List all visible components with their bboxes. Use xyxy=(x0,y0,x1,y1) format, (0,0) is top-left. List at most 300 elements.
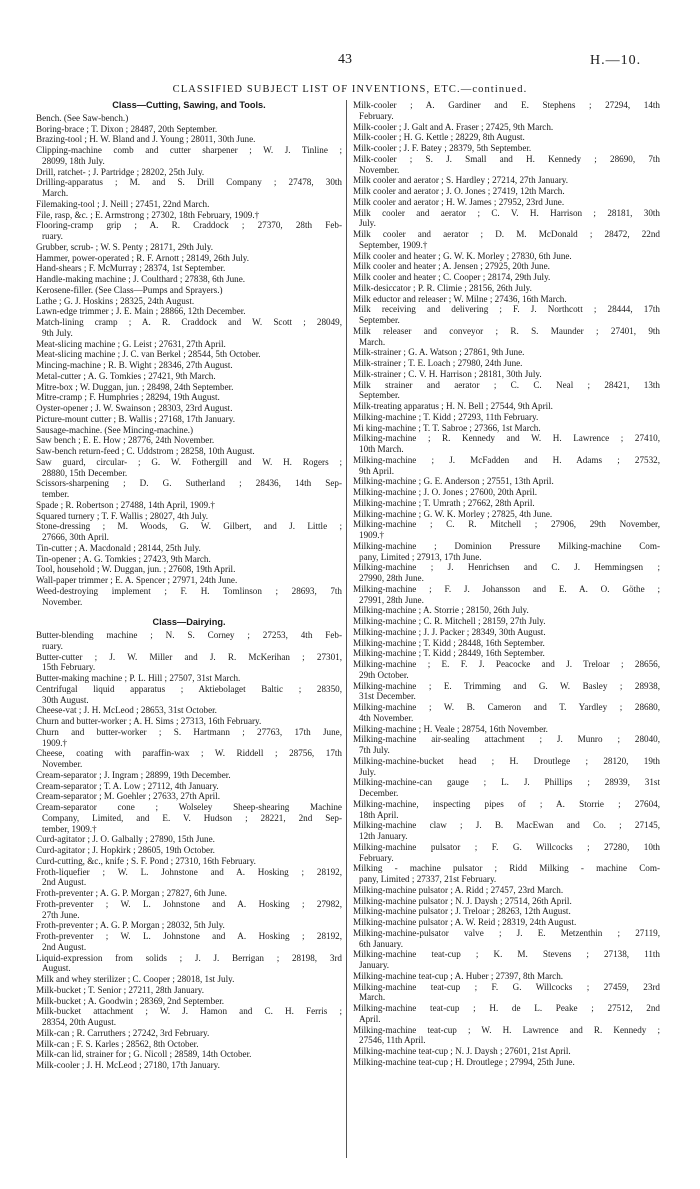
entry-line: Milking-machine ; G. W. K. Morley ; 27825, 4th June. xyxy=(353,508,553,519)
entry-line: Milk cooler and aerator ; H. W. James ; 27952, 23rd June. xyxy=(353,196,565,207)
entry-line: Spade ; R. Robertson ; 27488, 14th April, 1909.† xyxy=(36,499,215,510)
entry-line: Sausage-machine. (See Mincing-machine.) xyxy=(36,424,194,435)
list-entry xyxy=(36,1006,342,1028)
entry-line: Saw guard, circular- ; G. W. Fothergill and W. H. Rogers ; xyxy=(36,456,342,467)
list-entry xyxy=(353,799,660,821)
list-entry xyxy=(353,358,660,369)
list-entry xyxy=(36,705,342,716)
list-entry xyxy=(36,199,342,210)
entry-line: Butter-making machine ; P. L. Hill ; 27507, 31st March. xyxy=(36,673,241,683)
list-entry xyxy=(353,1003,660,1025)
list-entry xyxy=(353,509,660,520)
list-entry xyxy=(36,446,342,457)
entry-line: September. xyxy=(359,315,400,325)
entry-line: November. xyxy=(359,164,400,175)
list-entry xyxy=(353,971,660,982)
entry-line: Milking-machine ; J. Henrichsen and C. J. Hemmingsen ; xyxy=(353,562,660,573)
list-entry xyxy=(36,554,342,565)
entry-line: Cream-separator ; J. Ingram ; 28899, 19th December. xyxy=(36,769,231,780)
entry-line: Milk receiving and delivering ; F. J. Northcott ; 28444, 17th xyxy=(353,304,660,315)
entry-line: Milking-machine ; E. F. J. Peacocke and J. Treloar ; 28656, xyxy=(353,659,660,669)
entry-line: Milking-machine pulsator ; F. G. Willcocks ; 27280, 10th xyxy=(353,841,660,852)
entry-line: Milking-machine teat-cup ; K. M. Stevens ; 27138, 11th xyxy=(353,949,660,960)
list-entry xyxy=(353,616,660,627)
entry-line: Milk-cooler ; J. Galt and A. Fraser ; 27425, 9th March. xyxy=(353,121,554,132)
list-entry xyxy=(353,369,660,380)
list-entry xyxy=(36,888,342,899)
list-entry xyxy=(36,177,342,199)
page-title: CLASSIFIED SUBJECT LIST OF INVENTIONS, ETC.—continued. xyxy=(172,84,528,95)
list-entry xyxy=(353,326,660,348)
entry-line: Curd-cutting, &c., knife ; S. F. Pond ; 27310, 16th February. xyxy=(36,855,256,866)
entry-line: 27546, 11th April. xyxy=(359,1035,426,1046)
entry-line: Milk-can lid, strainer for ; G. Nicoll ; 28589, 14th October. xyxy=(36,1049,252,1060)
entry-line: ruary. xyxy=(42,640,63,651)
entry-line: Match-lining cramp ; A. R. Craddock and W. Scott ; 28049, xyxy=(36,317,342,327)
entry-line: Milk-bucket attachment ; W. J. Hamon and C. H. Ferris ; xyxy=(36,1006,342,1017)
list-entry xyxy=(36,113,342,124)
list-entry xyxy=(36,414,342,425)
list-entry xyxy=(36,985,342,996)
list-entry xyxy=(36,1039,342,1050)
list-entry xyxy=(353,734,660,756)
list-entry xyxy=(36,867,342,889)
entry-line: Milking-machine ; J. O. Jones ; 27600, 20th April. xyxy=(353,487,538,497)
entry-line: Scissors-sharpening ; D. G. Sutherland ; 28436, 14th Sep- xyxy=(36,478,342,489)
entry-line: Froth-preventer ; A. G. P. Morgan ; 28032, 5th July. xyxy=(36,920,225,931)
list-entry xyxy=(353,433,660,455)
entry-line: Filemaking-tool ; J. Neill ; 27451, 22nd March. xyxy=(36,198,210,209)
section-heading: Class—Dairying. xyxy=(152,617,226,628)
list-entry xyxy=(353,487,660,498)
list-entry xyxy=(353,896,660,907)
entry-line: August. xyxy=(42,963,71,974)
entry-line: pany, Limited ; 27337, 21st February. xyxy=(359,874,497,884)
entry-line: 15th February. xyxy=(42,662,96,673)
list-entry xyxy=(353,1057,660,1068)
list-entry xyxy=(36,543,342,554)
list-entry xyxy=(353,928,660,950)
entry-line: Milking-machine ; J. J. Packer ; 28349, 30th August. xyxy=(353,626,546,637)
list-entry xyxy=(36,500,342,511)
list-entry xyxy=(36,339,342,350)
entry-line: Tool, household ; W. Duggan, jun. ; 27608, 19th April. xyxy=(36,564,236,575)
entry-line: Milk-strainer ; C. V. H. Harrison ; 28181, 30th July. xyxy=(353,368,542,379)
entry-line: Stone-dressing ; M. Woods, G. W. Gilbert, and J. Little ; xyxy=(36,521,342,532)
entry-line: 28354, 20th August. xyxy=(42,1017,117,1027)
entry-line: Milk-bucket ; T. Senior ; 27211, 28th January. xyxy=(36,984,205,995)
list-entry xyxy=(36,802,342,834)
entry-line: Hammer, power-operated ; R. F. Arnott ; 28149, 26th July. xyxy=(36,252,250,263)
list-entry xyxy=(353,885,660,896)
right-column xyxy=(353,100,660,1068)
list-entry xyxy=(353,175,660,186)
list-entry xyxy=(353,562,660,584)
entry-line: Froth-preventer ; A. G. P. Morgan ; 27827, 6th June. xyxy=(36,888,227,898)
entry-line: 30th August. xyxy=(42,694,89,705)
list-entry xyxy=(36,673,342,684)
entry-line: July. xyxy=(359,766,376,777)
entry-line: Meat-slicing machine ; J. C. van Berkel ; 28544, 5th October. xyxy=(36,349,261,360)
entry-line: Milk releaser and conveyor ; R. S. Maunder ; 27401, 9th xyxy=(353,325,660,336)
entry-line: tember. xyxy=(42,489,70,499)
entry-line: Cream-separator ; T. A. Low ; 27112, 4th January. xyxy=(36,780,219,791)
entry-line: Milk-cooler ; J. F. Batey ; 28379, 5th September. xyxy=(353,143,532,153)
entry-line: Lawn-edge trimmer ; J. E. Main ; 28866, 12th December. xyxy=(36,306,246,317)
entry-line: Milk-cooler ; H. G. Kettle ; 28229, 8th August. xyxy=(353,132,525,143)
entry-line: Milk-cooler ; A. Gardiner and E. Stephens ; 27294, 14th xyxy=(353,100,660,110)
list-entry xyxy=(36,521,342,543)
entry-line: 9th April. xyxy=(359,465,394,476)
entry-line: Curd-agitator ; J. O. Galbally ; 27890, 15th June. xyxy=(36,834,215,845)
entry-line: 1909.† xyxy=(359,530,385,540)
entry-line: Milk cooler and aerator ; J. O. Jones ; 27419, 12th March. xyxy=(353,186,565,196)
list-entry xyxy=(36,1060,342,1071)
list-entry xyxy=(353,304,660,326)
list-entry xyxy=(353,756,660,778)
list-entry xyxy=(36,478,342,500)
entry-line: Milk-desiccator ; P. R. Climie ; 28156, 26th July. xyxy=(353,282,532,293)
entry-line: Mitre-cramp ; F. Humphries ; 28294, 19th August. xyxy=(36,392,220,403)
list-entry xyxy=(353,347,660,358)
list-entry xyxy=(353,724,660,735)
entry-line: Milk cooler and heater ; A. Jensen ; 27925, 20th June. xyxy=(353,261,550,272)
list-entry xyxy=(36,511,342,522)
entry-line: Centrifugal liquid apparatus ; Aktiebolaget Baltic ; 28350, xyxy=(36,683,342,694)
entry-line: Froth-preventer ; W. L. Johnstone and A. Hosking ; 28192, xyxy=(36,931,342,941)
entry-line: Cheese, coating with paraffin-wax ; W. Riddell ; 28756, 17th xyxy=(36,748,342,759)
list-entry xyxy=(36,856,342,867)
entry-line: Boring-brace ; T. Dixon ; 28487, 20th September. xyxy=(36,123,218,134)
entry-line: September, 1909.† xyxy=(359,239,428,250)
entry-line: 10th March. xyxy=(359,444,404,454)
list-entry xyxy=(353,541,660,563)
list-entry xyxy=(36,242,342,253)
list-entry xyxy=(353,648,660,659)
list-entry xyxy=(353,186,660,197)
list-entry xyxy=(353,261,660,272)
entry-line: 18th April. xyxy=(359,809,399,820)
list-entry xyxy=(36,145,342,167)
list-entry xyxy=(36,845,342,856)
entry-line: Company, Limited, and E. V. Hudson ; 28221, 2nd Sep- xyxy=(42,812,342,823)
entry-line: Milking-machine teat-cup ; N. J. Daysh ; 27601, 21st April. xyxy=(353,1046,571,1056)
entry-line: Milking-machine ; W. B. Cameron and T. Yardley ; 28680, xyxy=(353,702,660,712)
entry-line: Squared turnery ; T. F. Wallis ; 28027, 4th July. xyxy=(36,510,209,521)
list-entry xyxy=(353,702,660,724)
list-entry xyxy=(36,285,342,296)
entry-line: Milk-strainer ; G. A. Watson ; 27861, 9th June. xyxy=(353,347,525,358)
entry-line: Milking-machine-bucket head ; H. Droutlege ; 28120, 19th xyxy=(353,755,660,766)
entry-line: February. xyxy=(359,852,394,863)
entry-line: 28099, 18th July. xyxy=(42,155,105,166)
entry-line: Froth-preventer ; W. L. Johnstone and A. Hosking ; 27982, xyxy=(36,898,342,909)
entry-line: Weed-destroying implement ; F. H. Tomlinson ; 28693, 7th xyxy=(36,585,342,596)
entry-line: Milking-machine teat-cup ; H. de L. Peake ; 27512, 2nd xyxy=(353,1003,660,1013)
entry-line: Meat-slicing machine ; G. Leist ; 27631, 27th April. xyxy=(36,338,226,349)
list-entry xyxy=(353,584,660,606)
entry-line: Grubber, scrub- ; W. S. Penty ; 28171, 29th July. xyxy=(36,241,213,252)
entry-line: Milking-machine ; T. Kidd ; 27293, 11th February. xyxy=(353,411,539,422)
entry-line: ruary. xyxy=(42,231,63,241)
left-column xyxy=(36,100,342,1071)
entry-line: Cheese-vat ; J. H. McLeod ; 28653, 31st October. xyxy=(36,705,217,716)
entry-line: Cream-separator cone ; Wolseley Sheep-shearing Machine xyxy=(36,802,342,812)
entry-line: Oyster-opener ; J. W. Swainson ; 28303, 23rd August. xyxy=(36,403,233,413)
entry-line: Clipping-machine comb and cutter sharpener ; W. J. Tinline ; xyxy=(36,145,342,155)
entry-line: Milk-can ; F. S. Karles ; 28562, 8th October. xyxy=(36,1038,199,1049)
list-entry xyxy=(36,791,342,802)
list-entry xyxy=(353,401,660,412)
list-entry xyxy=(36,220,342,242)
list-entry xyxy=(353,100,660,122)
entry-line: Milking-machine pulsator ; A. Ridd ; 27457, 23rd March. xyxy=(353,884,564,895)
entry-line: Milking-machine ; C. R. Mitchell ; 27906, 29th November, xyxy=(353,519,660,530)
entry-line: Froth-liquefier ; W. L. Johnstone and A. Hosking ; 28192, xyxy=(36,866,342,877)
entry-line: Churn and butter-worker ; A. H. Sims ; 27313, 16th February. xyxy=(36,716,262,726)
entry-line: March. xyxy=(359,336,386,347)
list-entry xyxy=(36,403,342,414)
entry-line: Metal-cutter ; A. G. Tomkies ; 27421, 9th March. xyxy=(36,370,216,381)
entry-line: December. xyxy=(359,788,399,798)
entry-line: 27666, 30th April. xyxy=(42,532,109,542)
list-entry xyxy=(353,197,660,208)
list-entry xyxy=(36,124,342,135)
list-entry xyxy=(36,630,342,652)
entry-line: Milk cooler and aerator ; D. M. McDonald ; 28472, 22nd xyxy=(353,229,660,239)
list-entry xyxy=(36,716,342,727)
entry-line: Milking-machine teat-cup ; W. H. Lawrence and R. Kennedy ; xyxy=(353,1024,660,1035)
list-entry xyxy=(353,519,660,541)
list-entry xyxy=(353,917,660,928)
entry-line: Milking-machine ; F. J. Johansson and E. A. O. Göthe ; xyxy=(353,583,660,594)
entry-line: Cream-separator ; M. Goehler ; 27633, 27th April. xyxy=(36,791,220,802)
entry-line: Milk-cooler ; J. H. McLeod ; 27180, 17th January. xyxy=(36,1060,220,1070)
list-entry xyxy=(353,380,660,402)
entry-line: 1909.† xyxy=(42,737,68,748)
list-entry xyxy=(36,781,342,792)
entry-line: 9th July. xyxy=(42,327,73,338)
entry-line: Milking-machine, inspecting pipes of ; A. Storrie ; 27604, xyxy=(353,798,660,809)
entry-line: Milking-machine claw ; J. B. MacEwan and Co. ; 27145, xyxy=(353,820,660,831)
entry-line: Milk-cooler ; S. J. Small and H. Kennedy ; 28690, 7th xyxy=(353,153,660,164)
list-entry xyxy=(353,1046,660,1057)
list-entry xyxy=(353,294,660,305)
list-entry xyxy=(353,132,660,143)
entry-line: Milking - machine pulsator ; Ridd Milking - machine Com- xyxy=(353,863,660,874)
entry-line: Mi king-machine ; T. T. Sabroe ; 27366, 1st March. xyxy=(353,422,541,433)
list-entry xyxy=(353,455,660,477)
list-entry xyxy=(36,1049,342,1060)
list-entry xyxy=(353,820,660,842)
entry-line: 6th January. xyxy=(359,938,404,949)
list-entry xyxy=(36,306,342,317)
list-entry xyxy=(353,272,660,283)
list-entry xyxy=(36,263,342,274)
list-entry xyxy=(353,949,660,971)
entry-line: Lathe ; G. J. Hoskins ; 28325, 24th August. xyxy=(36,295,195,306)
entry-line: Picture-mount cutter ; B. Wallis ; 27168, 17th January. xyxy=(36,413,235,424)
list-entry xyxy=(36,974,342,985)
list-entry xyxy=(353,154,660,176)
list-entry xyxy=(36,920,342,931)
entry-line: March. xyxy=(359,992,386,1003)
entry-line: Milking-machine pulsator ; N. J. Daysh ; 27514, 26th April. xyxy=(353,895,572,906)
entry-line: July. xyxy=(359,218,376,229)
entry-line: January. xyxy=(359,960,390,970)
entry-line: Mitre-box ; W. Duggan, jun. ; 28498, 24th September. xyxy=(36,381,234,392)
list-entry xyxy=(36,899,342,921)
entry-line: Milking-machine teat-cup ; A. Huber ; 27397, 8th March. xyxy=(353,970,564,981)
entry-line: 7th July. xyxy=(359,745,390,755)
list-entry xyxy=(36,652,342,674)
entry-line: Milk and whey sterilizer ; C. Cooper ; 28018, 1st July. xyxy=(36,974,235,984)
entry-line: File, rasp, &c. ; E. Armstrong ; 27302, 18th February, 1909.† xyxy=(36,209,260,220)
list-entry xyxy=(36,435,342,446)
list-entry xyxy=(36,996,342,1007)
entry-line: 27th June. xyxy=(42,909,80,920)
column-divider xyxy=(346,100,347,1158)
entry-line: Milking-machine ; T. Kidd ; 28449, 16th September. xyxy=(353,648,545,659)
list-entry xyxy=(353,659,660,681)
list-entry xyxy=(353,208,660,230)
list-entry xyxy=(353,982,660,1004)
list-entry xyxy=(36,134,342,145)
list-entry xyxy=(36,748,342,770)
entry-line: Milk eductor and releaser ; W. Milne ; 27436, 16th March. xyxy=(353,293,567,304)
entry-line: Bench. (See Saw-bench.) xyxy=(36,112,129,123)
entry-line: Mincing-machine ; R. B. Wight ; 28346, 27th August. xyxy=(36,360,233,370)
list-entry xyxy=(353,498,660,509)
entry-line: Milk strainer and aerator ; C. C. Neal ; 28421, 13th xyxy=(353,379,660,390)
list-entry xyxy=(353,1025,660,1047)
entry-line: 4th November. xyxy=(359,712,414,723)
list-entry xyxy=(353,122,660,133)
entry-line: Milking-machine ; E. Trimming and G. W. Basley ; 28938, xyxy=(353,680,660,691)
section-heading: Class—Cutting, Sawing, and Tools. xyxy=(112,100,266,110)
list-entry xyxy=(353,476,660,487)
entry-line: 12th January. xyxy=(359,831,408,841)
list-entry xyxy=(353,627,660,638)
entry-line: Tin-cutter ; A. Macdonald ; 28144, 25th July. xyxy=(36,542,201,553)
list-entry xyxy=(36,684,342,706)
list-entry xyxy=(353,143,660,154)
entry-line: April. xyxy=(359,1013,381,1024)
entry-line: Milk cooler and heater ; C. Cooper ; 28174, 29th July. xyxy=(353,272,551,282)
entry-line: Milk-treating apparatus ; H. N. Bell ; 27544, 9th April. xyxy=(353,401,553,411)
entry-line: Milking-machine ; J. McFadden and H. Adams ; 27532, xyxy=(353,454,660,465)
entry-line: September. xyxy=(359,390,400,401)
entry-line: Churn and butter-worker ; S. Hartmann ; 27763, 17th June, xyxy=(36,726,342,737)
list-entry xyxy=(353,423,660,434)
entry-line: Hand-shears ; F. McMurray ; 28374, 1st September. xyxy=(36,263,226,274)
list-entry xyxy=(36,392,342,403)
list-entry xyxy=(36,727,342,749)
entry-line: 29th October. xyxy=(359,669,409,680)
list-entry xyxy=(36,575,342,586)
entry-line: pany, Limited ; 27913, 17th June. xyxy=(359,551,482,562)
list-entry xyxy=(353,412,660,423)
entry-line: 27991, 28th June. xyxy=(359,594,424,605)
list-entry xyxy=(353,229,660,251)
entry-line: Milk cooler and aerator ; S. Hardley ; 27214, 27th January. xyxy=(353,175,569,186)
list-entry xyxy=(36,349,342,360)
list-entry xyxy=(36,253,342,264)
entry-line: Milking-machine ; R. Kennedy and W. H. Lawrence ; 27410, xyxy=(353,433,660,444)
entry-line: Liquid-expression from solids ; J. J. Berrigan ; 28198, 3rd xyxy=(36,952,342,963)
list-entry xyxy=(36,457,342,479)
entry-line: Milking-machine teat-cup ; F. G. Willcocks ; 27459, 23rd xyxy=(353,981,660,992)
list-entry xyxy=(36,1028,342,1039)
entry-line: Handle-making machine ; J. Coulthard ; 27838, 6th June. xyxy=(36,274,246,284)
page-number: 43 xyxy=(338,52,352,67)
entry-line: November. xyxy=(42,759,83,769)
entry-line: Wall-paper trimmer ; E. A. Spencer ; 27971, 24th June. xyxy=(36,575,238,585)
entry-line: November. xyxy=(42,596,83,607)
list-entry xyxy=(353,605,660,616)
entry-line: Milking-machine pulsator ; A. W. Reid ; 28319, 24th August. xyxy=(353,917,577,927)
list-entry xyxy=(36,210,342,221)
entry-line: Brazing-tool ; H. W. Bland and J. Young ; 28011, 30th June. xyxy=(36,134,256,145)
entry-line: 31st December. xyxy=(359,691,416,702)
entry-line: Butter-blending machine ; N. S. Corney ; 27253, 4th Feb- xyxy=(36,630,342,640)
entry-line: Tin-opener ; A. G. Tomkies ; 27423, 9th March. xyxy=(36,553,211,564)
list-entry xyxy=(353,863,660,885)
entry-line: Milking-machine ; G. E. Anderson ; 27551, 13th April. xyxy=(353,476,554,487)
entry-line: Milking-machine ; Dominion Pressure Milking-machine Com- xyxy=(353,540,660,551)
entry-line: Milking-machine ; T. Umrath ; 27662, 28th April. xyxy=(353,497,535,508)
list-entry xyxy=(36,360,342,371)
list-entry xyxy=(36,317,342,339)
list-entry xyxy=(36,382,342,393)
entry-line: Kerosene-filler. (See Class—Pumps and Sprayers.) xyxy=(36,284,223,295)
entry-line: Milking-machine ; A. Storrie ; 28150, 26th July. xyxy=(353,605,529,616)
list-entry xyxy=(353,283,660,294)
list-entry xyxy=(36,296,342,307)
entry-line: Milking-machine teat-cup ; H. Droutlege ; 27994, 25th June. xyxy=(353,1056,575,1067)
list-entry xyxy=(36,770,342,781)
list-entry xyxy=(36,371,342,382)
list-entry xyxy=(36,953,342,975)
entry-line: Flooring-cramp grip ; A. R. Craddock ; 27370, 28th Feb- xyxy=(36,220,342,231)
entry-line: Saw bench ; E. E. How ; 28776, 24th November. xyxy=(36,435,215,446)
entry-line: Drill, ratchet- ; J. Partridge ; 28202, 25th July. xyxy=(36,166,205,177)
document-reference: H.—10. xyxy=(590,53,642,68)
list-entry xyxy=(36,425,342,436)
list-entry xyxy=(353,681,660,703)
entry-line: Milking-machine ; T. Kidd ; 28448, 16th September. xyxy=(353,637,545,648)
entry-line: Milk-bucket ; A. Goodwin ; 28369, 2nd September. xyxy=(36,995,225,1006)
entry-line: Milking-machine air-sealing attachment ; J. Munro ; 28040, xyxy=(353,734,660,745)
entry-line: Milk-can ; R. Carruthers ; 27242, 3rd February. xyxy=(36,1027,210,1038)
entry-line: tember, 1909.† xyxy=(42,823,97,834)
entry-line: Butter-cutter ; J. W. Miller and J. R. McKerihan ; 27301, xyxy=(36,651,342,662)
entry-line: Milking-machine pulsator ; J. Treloar ; 28263, 12th August. xyxy=(353,906,571,917)
entry-line: Milking-machine ; C. R. Mitchell ; 28159, 27th July. xyxy=(353,616,546,626)
list-entry xyxy=(36,834,342,845)
entry-line: 28880, 15th December. xyxy=(42,467,128,478)
entry-line: Milking-machine-pulsator valve ; J. E. Metzenthin ; 27119, xyxy=(353,927,660,938)
entry-line: Milking-machine-can gauge ; L. J. Phillips ; 28939, 31st xyxy=(353,777,660,788)
entry-line: Milk-strainer ; T. E. Loach ; 27980, 24th June. xyxy=(353,358,523,368)
entry-line: 27990, 28th June. xyxy=(359,573,424,583)
list-entry xyxy=(353,251,660,262)
list-entry xyxy=(353,638,660,649)
entry-line: 2nd August. xyxy=(42,877,87,888)
entry-line: February. xyxy=(359,110,394,121)
entry-line: Saw-bench return-feed ; C. Uddstrom ; 28258, 10th August. xyxy=(36,446,255,456)
list-entry xyxy=(36,274,342,285)
